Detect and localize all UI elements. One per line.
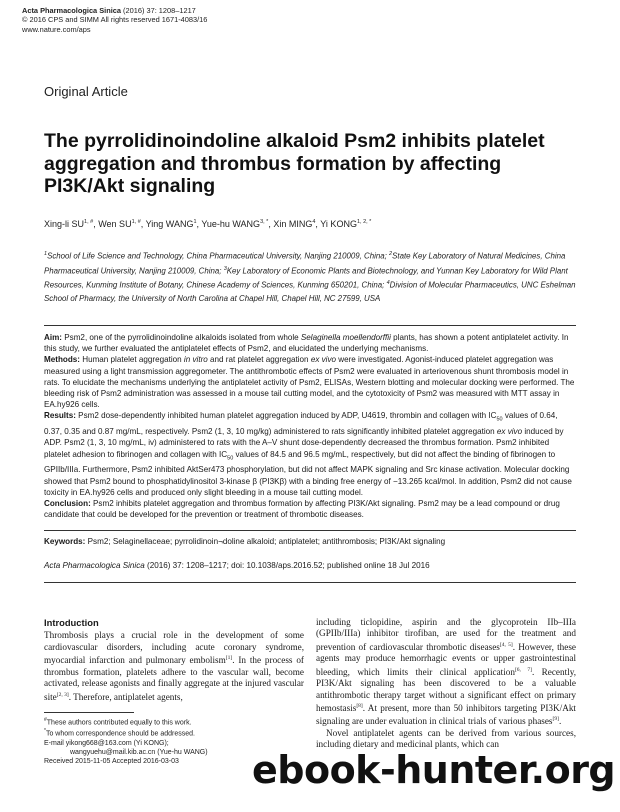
abstract-label: Aim: <box>44 333 62 342</box>
affiliation-sup: 4 <box>386 280 390 287</box>
body-text: . In the process of thrombus formation, platelets adhere to the vascular wall, become activated, release agonists and finally aggregate at the injured vascular site <box>44 655 304 702</box>
article-title: The pyrrolidinoindoline alkaloid Psm2 inhibits platelet aggregation and thrombus formation by affecting PI3K/Akt signaling <box>44 130 545 197</box>
keywords-label: Keywords: <box>44 537 86 546</box>
author-name: Yue-hu WANG <box>201 219 261 229</box>
abstract-text: and rat platelet aggregation <box>207 355 311 365</box>
citation-text: (2016) 37: 1208–1217; doi: 10.1038/aps.2016.52; published online 18 Jul 2016 <box>144 561 430 570</box>
affiliation: Key Laboratory of Economic Plants and Biotechnology, and Yunnan Key Laboratory for Wild Plant Resources, Kunming Institute of Botany, Chinese Academy of Sciences, Kunming 650201, China; <box>44 266 568 290</box>
subscript: 50 <box>496 417 503 424</box>
body-text: . At present, more than 50 inhibitors targeting PI3K/Akt signaling are under evaluation in clinical trials of various phases <box>316 703 576 727</box>
footnote-text: To whom correspondence should be addressed. <box>45 730 195 738</box>
footnote-text: These authors contributed equally to this work. <box>46 719 192 727</box>
keywords <box>44 537 576 546</box>
abstract-text: Psm2 dose-dependently inhibited human platelet aggregation induced by ADP, U4619, thrombin and collagen with IC <box>75 411 497 421</box>
species-name: Selaginella moellendorffii <box>300 333 391 342</box>
affiliation: State Key Laboratory of Natural Medicines, China Pharmaceutical University, Nanjing 210009, China; <box>44 251 566 276</box>
body-paragraph <box>316 617 576 728</box>
abstract <box>44 332 576 520</box>
body-text: . Recently, PI3K/Akt signaling has been discovered to be a valuable antithrombotic therapy target without a significant effect on primary hemostasis <box>316 666 577 714</box>
citation-ref[interactable]: [4, 5] <box>499 641 513 648</box>
author-affil-sup: 1, # <box>131 219 141 225</box>
abstract-text: plants, has shown a potent antiplatelet activity. In this study, we further evaluated the antiplatelet effects of Psm2, and elucidated the underlying mechanisms. <box>44 333 569 354</box>
citation-ref[interactable]: [2, 3] <box>56 691 69 698</box>
abstract-conclusion <box>44 498 576 520</box>
body-text: . Therefore, antiplatelet agents, <box>68 691 183 702</box>
abstract-text: were investigated. Agonist-induced platelet aggregation was measured using a light transmission aggregometer. The antithrombotic effects of Psm2 were evaluated in arteriovenous shunt thrombosis model in rats. To elucidate the mechanisms underlying the antiplatelet activity of Psm2, ELISAs, Western blotting and molecular docking were performed. The bleeding risk of Psm2 administration was assessed in a mouse tail cutting model, and the cytotoxicity of Psm2 was measured with MTT assay in EA.hy926 cells. <box>44 355 575 410</box>
abstract-text: Human platelet aggregation <box>79 355 184 365</box>
body-column-left <box>44 617 304 703</box>
body-paragraph <box>44 630 304 703</box>
citation-ref[interactable]: [6, 7] <box>514 666 532 673</box>
copyright-line: © 2016 CPS and SIMM All rights reserved 1671-4083/16 <box>22 15 208 25</box>
author-affil-sup: 1, 2, * <box>356 219 372 225</box>
body-text: . However, these agents may produce hemorrhagic events or upper gastrointestinal bleeding, which limits their clinical application <box>316 641 576 677</box>
footnote <box>44 716 304 727</box>
journal-url[interactable]: www.nature.com/aps <box>22 24 91 34</box>
author-list: Xing-li $SU^{1, \#}$, Wen $SU^{1, \#}$, Ying WANG$^1$, Yue-hu $WANG^{3, *}$, Xin MING$^4$, Yi $KONG^{1, 2, *}$ <box>44 219 372 229</box>
footnote <box>44 727 304 738</box>
abstract-label: Conclusion: <box>44 499 91 509</box>
abstract-text: induced by ADP. Psm2 (1, 3, 10 mg/mL, iv) administered to rats with the A–V shunt dose-dependently decreased the thrombus formation. Psm2 inhibited platelet adhesion to fibrinogen and collagen with IC <box>44 427 564 459</box>
author-name: Ying WANG <box>145 219 194 229</box>
body-paragraph: Novel antiplatelet agents can be derived from various sources, including dietary and medicinal plants, which can <box>316 727 576 750</box>
affiliation-sup: 1 <box>44 251 48 257</box>
body-text: Thrombosis plays a crucial role in the development of some cardiovascular disorders, including acute coronary syndrome, myocardial infarction and pulmonary embolism <box>44 630 304 666</box>
author-name: Wen SU <box>98 219 132 229</box>
abstract-results <box>44 410 576 498</box>
subscript: 50 <box>227 455 234 462</box>
divider <box>44 582 576 583</box>
citation <box>44 561 576 570</box>
affiliation-sup: 3 <box>223 265 227 272</box>
affiliation: Division of Molecular Pharmaceutics, UNC Eshelman School of Pharmacy, the University of North Carolina at Chapel Hill, Chapel Hill, NC 27599, USA <box>44 280 576 303</box>
abstract-label: Results: <box>44 411 76 421</box>
footnote-divider <box>44 712 134 713</box>
author-name: Xin MING <box>273 219 313 229</box>
abstract-text: Psm2 inhibits platelet aggregation and thrombus formation by affecting PI3K/Akt signaling. Psm2 may be a lead compound or drug candidate that could be developed for the prevention or treatment of thrombotic diseases. <box>44 499 560 520</box>
body-text: . <box>558 716 562 727</box>
italic-term: in vitro <box>183 355 208 365</box>
section-heading: Introduction <box>44 617 99 628</box>
abstract-methods <box>44 354 576 410</box>
italic-term: ex vivo <box>310 355 337 365</box>
email-line[interactable]: wangyuehu@mail.kib.ac.cn (Yue-hu WANG) <box>70 748 208 756</box>
body-text: including ticlopidine, aspirin and the glycoprotein IIb–IIIa (GPIIb/IIIa) inhibitor tirofiban, are used for the treatment and prevention of cardiovascular thrombotic diseases <box>316 617 576 652</box>
abstract-label: Methods: <box>44 355 80 365</box>
footnote-mark: # <box>44 717 47 723</box>
journal-issue: (2016) 37: 1208–1217 <box>121 6 196 15</box>
author-name: Xing-li SU <box>44 219 85 229</box>
italic-term: ex vivo <box>496 427 523 437</box>
journal-name: Acta Pharmacologica Sinica <box>22 6 121 15</box>
received-dates: Received 2015-11-05 Accepted 2016-03-03 <box>44 758 179 766</box>
citation-journal: Acta Pharmacologica Sinica <box>44 561 145 570</box>
citation-ref[interactable]: [8] <box>356 702 363 709</box>
citation-ref[interactable]: [1] <box>225 655 233 662</box>
divider <box>44 530 576 531</box>
author-affil-sup: 1 <box>193 219 197 225</box>
divider <box>44 325 576 326</box>
author-affil-sup: 3, * <box>260 219 269 225</box>
author-affil-sup: 4 <box>312 219 316 225</box>
keywords-text: Psm2; Selaginellaceae; pyrrolidinoin¬doline alkaloid; antiplatelet; antithrombosis; PI3K/Akt signaling <box>85 537 446 546</box>
author-name: Yi KONG <box>320 219 357 229</box>
article-type: Original Article <box>44 84 128 99</box>
author-affil-sup: 1, # <box>84 219 94 225</box>
abstract-text: values of 84.5 and 96.5 mg/mL, respectively, but did not affect the binding of fibrinogen to GPIIb/IIIa. Furthermore, Psm2 inhibited AktSer473 phosphorylation, but did not affect MAPK signaling and Src kinase activation. Molecular docking showed that Psm2 bound to phosphatidylinositol 3-kinase β (PI3Kβ) with a binding free energy of −13.265 kcal/mol. In addition, Psm2 did not cause toxicity in EA.hy926 cells and produced only slight bleeding in a mouse tail cutting model. <box>44 449 572 497</box>
affiliations <box>44 248 576 305</box>
abstract-text: Psm2, one of the pyrrolidinoindoline alkaloids isolated from whole <box>62 333 301 342</box>
email-line[interactable]: E-mail yikong668@163.com (Yi KONG); <box>44 739 169 747</box>
journal-header <box>22 6 207 34</box>
citation-ref[interactable]: [9] <box>552 716 559 723</box>
footnote-mark: * <box>44 728 46 735</box>
watermark: ebook-hunter.org <box>252 748 616 792</box>
affiliation-sup: 2 <box>389 251 393 257</box>
body-column-right <box>316 617 576 751</box>
abstract-aim <box>44 332 576 354</box>
abstract-text: values of 0.64, 0.37, 0.35 and 0.87 mg/mL, respectively. Psm2 (1, 3, 10 mg/kg) administered to rats significantly inhibited platelet aggregation <box>44 411 558 437</box>
affiliation: School of Life Science and Technology, China Pharmaceutical University, Nanjing 210009, China; <box>47 251 390 261</box>
